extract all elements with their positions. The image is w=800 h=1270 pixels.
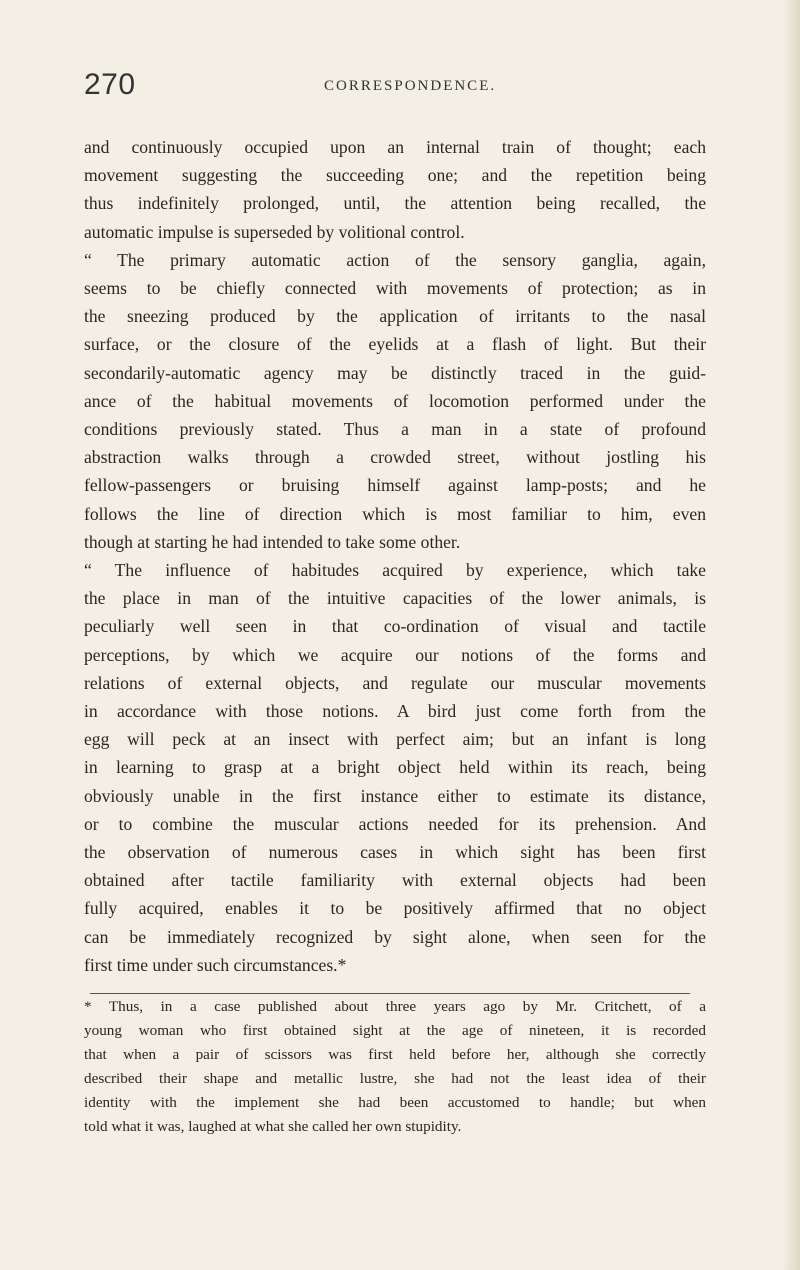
footnote-line: told what it was, laughed at what she called her own stupidity. [84,1118,462,1136]
text-line: peculiarly well seen in that co-ordination of visual and tactile [84,616,706,637]
text-line: obtained after tactile familiarity with external objects had been [84,870,706,891]
footnote [84,993,706,1140]
running-head: CORRESPONDENCE. [324,78,497,94]
text-line: conditions previously stated. Thus a man in a state of profound [84,419,706,440]
text-line: the sneezing produced by the application of irritants to the nasal [84,306,706,327]
text-line: egg will peck at an insect with perfect aim; but an infant is long [84,729,706,750]
footnote-line: identity with the implement she had been accustomed to handle; but when [84,1094,706,1112]
text-line: surface, or the closure of the eyelids at a flash of light. But their [84,334,706,355]
text-line: automatic impulse is superseded by volitional control. [84,221,465,242]
text-line: the place in man of the intuitive capacities of the lower animals, is [84,588,706,609]
text-line: fully acquired, enables it to be positively affirmed that no object [84,898,706,919]
page-edge-shadow [782,0,800,1270]
text-line: first time under such circumstances.* [84,954,347,975]
footnote-rule [90,993,690,994]
text-line: in learning to grasp at a bright object held within its reach, being [84,757,706,778]
footnote-line: described their shape and metallic lustre, she had not the least idea of their [84,1070,706,1088]
text-line: the observation of numerous cases in which sight has been first [84,842,706,863]
text-line: relations of external objects, and regulate our muscular movements [84,672,706,693]
text-line: “ The influence of habitudes acquired by experience, which take [84,560,706,581]
footnote-line: young woman who first obtained sight at the age of nineteen, it is recorded [84,1022,706,1040]
body-text [84,133,706,979]
text-line: follows the line of direction which is most familiar to him, even [84,503,706,524]
text-line: in accordance with those notions. A bird just come forth from the [84,701,706,722]
footnote-line: that when a pair of scissors was first held before her, although she correctly [84,1046,706,1064]
text-line: and continuously occupied upon an internal train of thought; each [84,137,706,157]
text-line: fellow-passengers or bruising himself against lamp-posts; and he [84,475,706,496]
text-line: can be immediately recognized by sight alone, when seen for the [84,926,706,947]
text-line: perceptions, by which we acquire our notions of the forms and [84,644,706,665]
text-line: thus indefinitely prolonged, until, the attention being recalled, the [84,193,706,214]
text-line: movement suggesting the succeeding one; and the repetition being [84,165,706,186]
text-line: obviously unable in the first instance either to estimate its distance, [84,785,706,806]
text-line: “ The primary automatic action of the sensory ganglia, again, [84,249,706,270]
text-line: though at starting he had intended to take some other. [84,531,461,552]
text-line: abstraction walks through a crowded street, without jostling his [84,447,706,468]
text-line: seems to be chiefly connected with movements of protection; as in [84,278,706,299]
text-line: ance of the habitual movements of locomotion performed under the [84,390,706,411]
page-header [84,68,700,108]
footnote-line: * Thus, in a case published about three years ago by Mr. Critchett, of a [84,998,706,1015]
page-number: 270 [84,68,136,101]
text-line: or to combine the muscular actions needed for its prehension. And [84,813,706,834]
text-line: secondarily-automatic agency may be distinctly traced in the guid- [84,362,706,383]
